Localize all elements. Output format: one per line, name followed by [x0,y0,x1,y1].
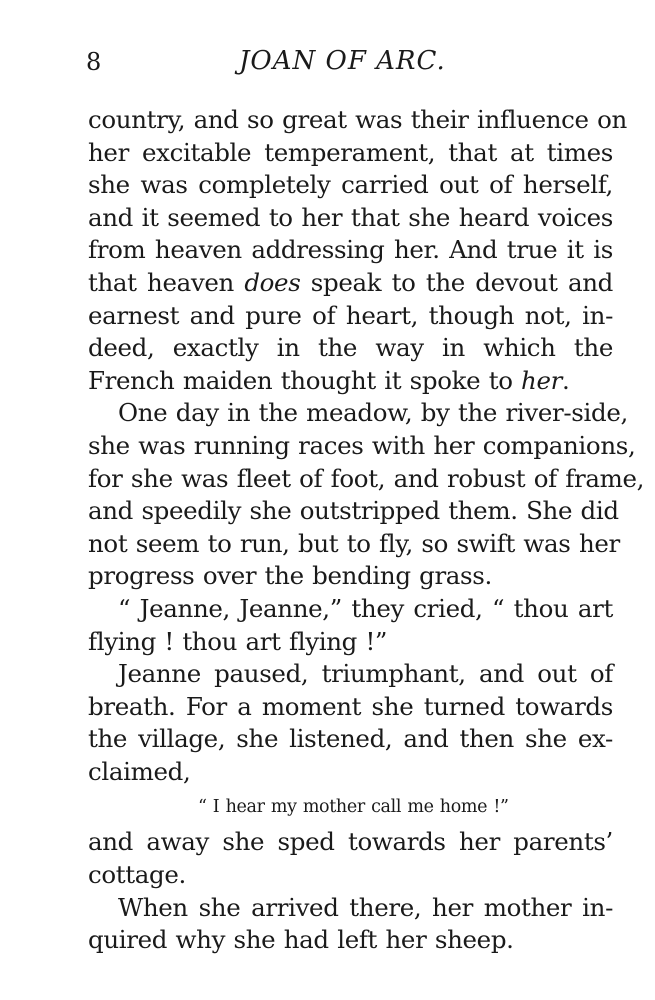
text-line: she was running races with her companions, [88,430,636,460]
text-line: “ Jeanne, Jeanne,” they cried, “ thou art [118,593,613,623]
text-line: quired why she had left her sheep. [88,925,514,955]
text-line [88,365,613,398]
quotation: “ I hear my mother call me home !” [198,797,509,818]
text-line: breath. For a moment she turned towards [88,691,613,721]
text-line [88,267,613,300]
text-line: the village, she listened, and then she ex- [88,724,613,754]
text-segment: French maiden thought it spoke to [88,365,522,395]
page-header [86,42,616,82]
text-segment: speak to the devout and [300,267,613,297]
emphasis-text: does [244,267,301,297]
running-title: JOAN OF ARC. [239,46,446,76]
text-line: When she arrived there, her mother in- [118,892,613,922]
text-line: and speedily she outstripped them. She did [88,496,619,526]
text-line: cottage. [88,860,186,890]
text-line: she was completely carried out of herself, [88,170,613,200]
text-line: deed, exactly in the way in which the [88,333,613,363]
text-line: and it seemed to her that she heard voices [88,202,613,232]
body-text [88,104,645,957]
emphasis-text: her [521,365,562,395]
text-line: not seem to run, but to fly, so swift was her [88,528,620,558]
page-number: 8 [86,48,102,76]
text-line: progress over the bending grass. [88,561,492,591]
text-line: her excitable temperament, that at times [88,137,613,167]
text-line: flying ! thou art flying !” [88,626,388,656]
text-line: earnest and pure of heart, though not, in- [88,300,613,330]
text-line: for she was fleet of foot, and robust of frame, [88,463,645,493]
text-segment: that heaven [88,267,245,297]
text-line: Jeanne paused, triumphant, and out of [118,659,613,689]
text-line: country, and so great was their influence on [88,105,627,134]
text-line: claimed, [88,756,191,786]
text-line: and away she sped towards her parents’ [88,827,613,857]
text-segment: . [562,365,570,395]
text-line: from heaven addressing her. And true it is [88,235,613,265]
text-line: One day in the meadow, by the river-side, [118,398,628,428]
